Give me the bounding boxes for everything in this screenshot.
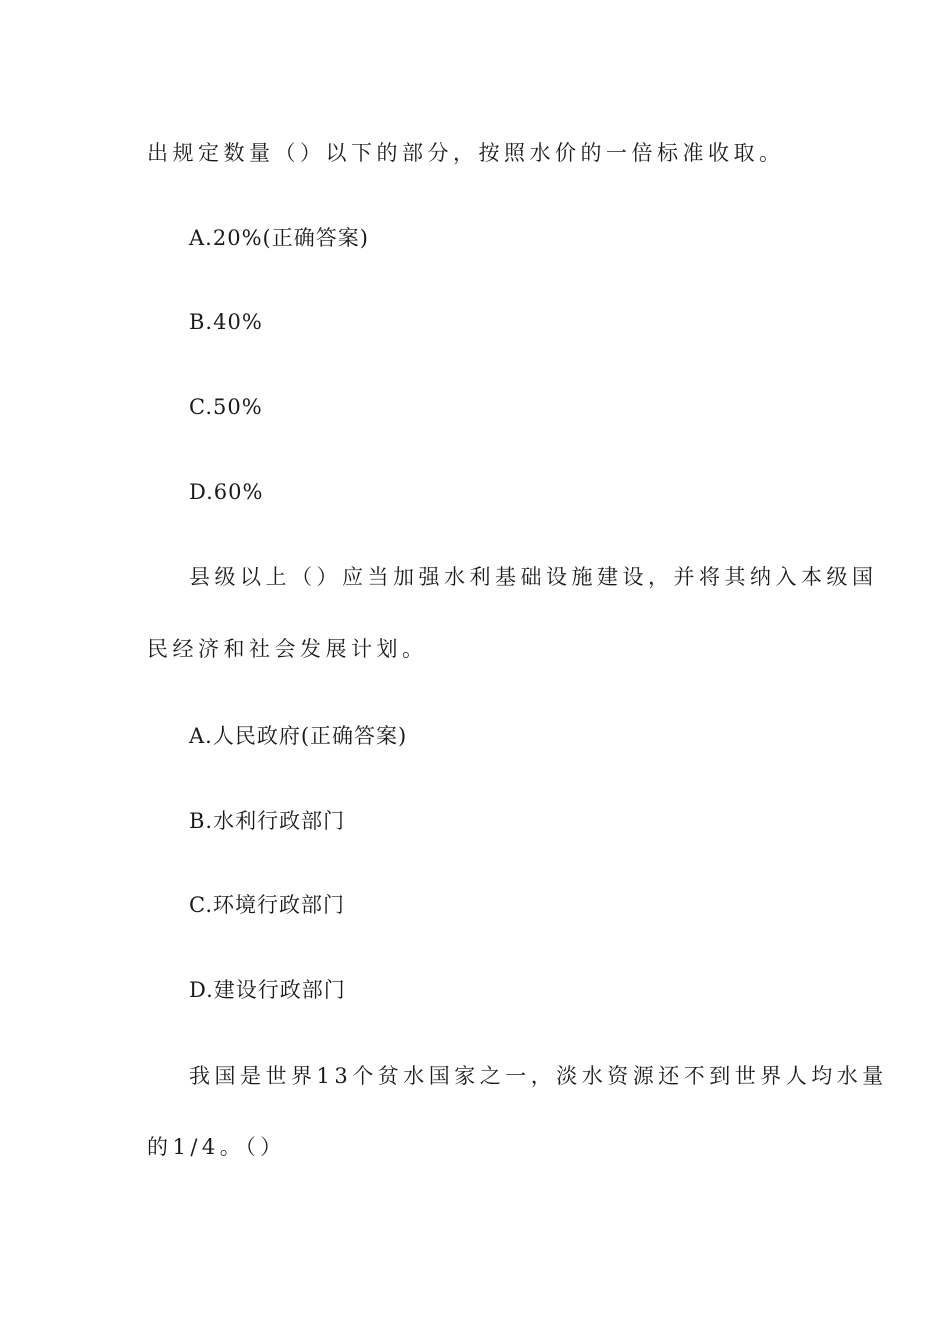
question-2-option-c: C.环境行政部门: [189, 893, 345, 917]
question-3-stem-line-1: 我国是世界13个贫水国家之一，淡水资源还不到世界人均水量: [189, 1064, 888, 1088]
question-1-option-a: A.20%(正确答案): [189, 226, 369, 250]
question-2-option-a: A.人民政府(正确答案): [189, 724, 408, 748]
question-1-option-d: D.60%: [189, 480, 264, 504]
question-1-option-b: B.40%: [189, 310, 263, 334]
question-2-option-b: B.水利行政部门: [189, 809, 346, 833]
question-1-option-c: C.50%: [189, 395, 263, 419]
question-2-option-d: D.建设行政部门: [189, 978, 346, 1002]
question-3-stem-line-2: 的1/4。（）: [147, 1135, 286, 1159]
question-1-stem-continuation: 出规定数量（）以下的部分，按照水价的一倍标准收取。: [147, 141, 785, 165]
question-2-stem-line-2: 民经济和社会发展计划。: [147, 637, 428, 661]
question-2-stem-line-1: 县级以上（）应当加强水利基础设施建设，并将其纳入本级国: [189, 565, 878, 589]
